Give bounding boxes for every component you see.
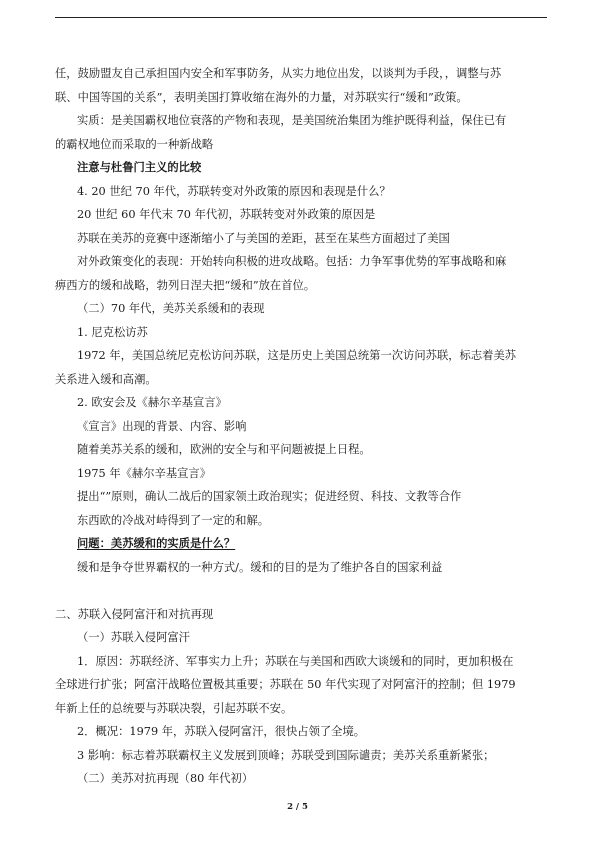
paragraph-line: 年新上任的总统要与苏联决裂，引起苏联不安。	[55, 701, 293, 715]
subsection-heading: 1. 尼克松访苏	[77, 325, 148, 339]
section-heading: （二）美苏对抗再现（80 年代初）	[77, 772, 254, 785]
paragraph-line: 《宣言》出现的背景、内容、影响	[77, 419, 247, 433]
paragraph-line: 随着美苏关系的缓和，欧洲的安全与和平问题被提上日程。	[77, 443, 371, 456]
paragraph-line: 1972 年，美国总统尼克松访问苏联，这是历史上美国总统第一次访问苏联，标志着美苏	[77, 349, 517, 362]
page-body	[55, 62, 551, 791]
subsection-heading: 2. 欧安会及《赫尔辛基宣言》	[77, 396, 227, 409]
chapter-heading: 二、苏联入侵阿富汗和对抗再现	[55, 607, 214, 621]
paragraph-line: 的霸权地位而采取的一种新战略	[55, 137, 214, 151]
paragraph-line: 缓和是争夺世界霸权的一种方式/。缓和的目的是为了维护各自的国家利益	[77, 560, 443, 574]
paragraph-line: 20 世纪 60 年代末 70 年代初，苏联转变对外政策的原因是	[77, 208, 376, 221]
paragraph-line: 2．概况：1979 年，苏联入侵阿富汗，很快占领了全境。	[77, 725, 366, 738]
section-heading: （一）苏联入侵阿富汗	[77, 631, 190, 644]
header-rule	[55, 17, 547, 18]
paragraph-line: 任，鼓励盟友自己承担国内安全和军事防务，从实力地位出发，以谈判为手段，，调整与苏	[55, 67, 502, 80]
paragraph-line: 联、中国等国的关系”，表明美国打算收缩在海外的力量，对苏联实行“缓和”政策。	[55, 90, 468, 104]
paragraph-line: 痹西方的缓和战略，勃列日涅夫把“缓和”放在首位。	[55, 278, 316, 292]
section-heading: （二）70 年代，美苏关系缓和的表现	[77, 302, 265, 315]
blank-line	[55, 579, 551, 603]
question-line: 4. 20 世纪 70 年代，苏联转变对外政策的原因和表现是什么？	[77, 184, 391, 198]
note-heading: 注意与杜鲁门主义的比较	[77, 160, 202, 174]
paragraph-line: 关系进入缓和高潮。	[55, 372, 157, 386]
paragraph-line: 实质：是美国霸权地位衰落的产物和表现，是美国统治集团为维护既得利益，保住已有	[77, 114, 507, 127]
paragraph-line: 3 影响：标志着苏联霸权主义发展到顶峰；苏联受到国际谴责；美苏关系重新紧张；	[77, 748, 495, 762]
paragraph-line: 1975 年《赫尔辛基宣言》	[77, 466, 212, 480]
paragraph-line: 东西欧的冷战对峙得到了一定的和解。	[77, 513, 270, 527]
page-number: 2 / 5	[287, 802, 308, 812]
paragraph-line: 全球进行扩张；阿富汗战略位置极其重要；苏联在 50 年代实现了对阿富汗的控制；但 1979	[55, 678, 516, 691]
paragraph-line: 1．原因：苏联经济、军事实力上升；苏联在与美国和西欧大谈缓和的同时，更加积极在	[77, 654, 514, 668]
paragraph-line: 提出“”原则，确认二战后的国家领土政治现实；促进经贸、科技、文教等合作	[77, 490, 462, 503]
question-heading: 问题：美苏缓和的实质是什么？	[77, 536, 236, 550]
paragraph-line: 对外政策变化的表现：开始转向积极的进攻战略。包括：力争军事优势的军事战略和麻	[77, 255, 507, 268]
paragraph-line: 苏联在美苏的竞赛中逐渐缩小了与美国的差距，甚至在某些方面超过了美国	[77, 231, 450, 245]
